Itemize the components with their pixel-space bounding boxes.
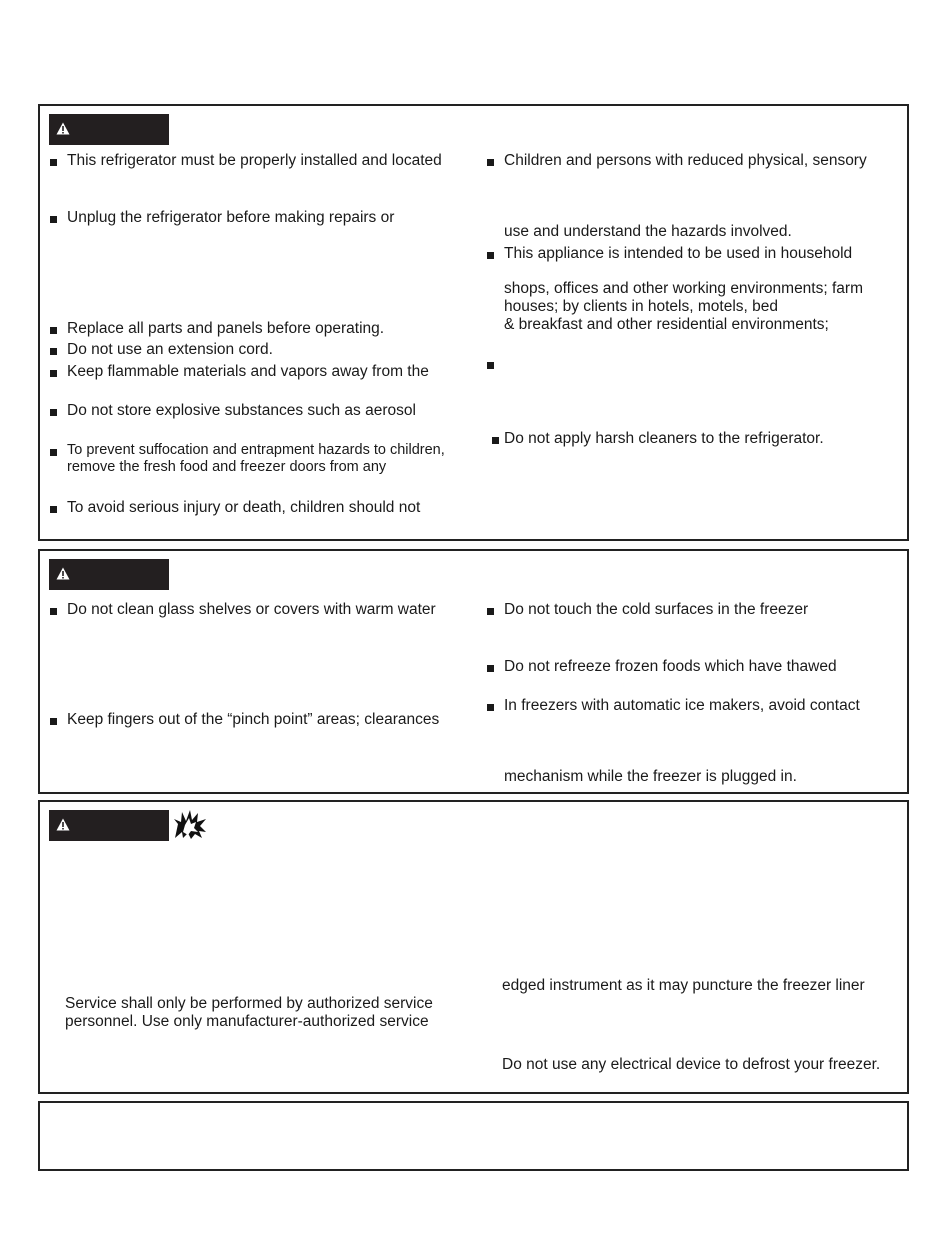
- flammable-left-line: Service shall only be performed by authorized service: [65, 995, 433, 1012]
- flammable-right-line: Do not use any electrical device to defrost your freezer.: [502, 1056, 881, 1073]
- explosion-burst-icon: [173, 810, 207, 840]
- bullet-square-icon: [487, 362, 494, 369]
- bullet-square-icon: [50, 348, 57, 355]
- warning-right-line: shops, offices and other working environments; farm: [504, 280, 863, 297]
- caution-badge: [49, 559, 169, 590]
- caution-right-item: Do not touch the cold surfaces in the freezer: [504, 601, 809, 618]
- bullet-square-icon: [50, 449, 57, 456]
- bullet-square-icon: [50, 608, 57, 615]
- warning-left-item: Replace all parts and panels before operating.: [67, 320, 385, 337]
- warning-triangle-icon: [56, 818, 70, 831]
- caution-right-line: mechanism while the freezer is plugged in.: [504, 768, 797, 785]
- bullet-square-icon: [487, 665, 494, 672]
- caution-right-item: Do not refreeze frozen foods which have thawed: [504, 658, 837, 675]
- bullet-square-icon: [50, 159, 57, 166]
- bullet-square-icon: [50, 216, 57, 223]
- warning-left-item: To avoid serious injury or death, children should not: [67, 499, 421, 516]
- bullet-square-icon: [50, 327, 57, 334]
- warning-triangle-icon: [56, 567, 70, 580]
- warning-right-item: Children and persons with reduced physical, sensory: [504, 152, 867, 169]
- warning-badge: [49, 114, 169, 145]
- bullet-square-icon: [50, 718, 57, 725]
- warning-right-item: This appliance is intended to be used in household: [504, 245, 853, 262]
- bullet-square-icon: [50, 409, 57, 416]
- bullet-square-icon: [492, 437, 499, 444]
- warning-right-line: houses; by clients in hotels, motels, bed: [504, 298, 778, 315]
- caution-left-item: Do not clean glass shelves or covers with warm water: [67, 601, 436, 618]
- flammable-box: [38, 800, 909, 1094]
- bullet-square-icon: [487, 704, 494, 711]
- warning-left-item: Keep flammable materials and vapors away from the: [67, 363, 429, 380]
- caution-right-item: In freezers with automatic ice makers, avoid contact: [504, 697, 860, 714]
- bullet-square-icon: [50, 506, 57, 513]
- flammable-right-line: edged instrument as it may puncture the freezer liner: [502, 977, 865, 994]
- warning-left-item: Unplug the refrigerator before making repairs or: [67, 209, 395, 226]
- warning-left-item: Do not store explosive substances such as aerosol: [67, 402, 416, 419]
- danger-badge: [49, 810, 169, 841]
- note-box: [38, 1101, 909, 1171]
- warning-box: [38, 104, 909, 541]
- warning-left-item: Do not use an extension cord.: [67, 341, 273, 358]
- bullet-square-icon: [50, 370, 57, 377]
- warning-right-line: & breakfast and other residential environments;: [504, 316, 829, 333]
- warning-right-item: Do not apply harsh cleaners to the refrigerator.: [504, 430, 824, 447]
- bullet-square-icon: [487, 608, 494, 615]
- caution-box: [38, 549, 909, 794]
- warning-triangle-icon: [56, 122, 70, 135]
- warning-right-line: use and understand the hazards involved.: [504, 223, 792, 240]
- bullet-square-icon: [487, 252, 494, 259]
- caution-left-item: Keep fingers out of the “pinch point” areas; clearances: [67, 711, 440, 728]
- warning-left-item: To prevent suffocation and entrapment hazards to children, remove the fresh food and freezer doors from any: [67, 442, 445, 475]
- flammable-left-line: personnel. Use only manufacturer-authorized service: [65, 1013, 429, 1030]
- warning-left-item: This refrigerator must be properly installed and located: [67, 152, 442, 169]
- bullet-square-icon: [487, 159, 494, 166]
